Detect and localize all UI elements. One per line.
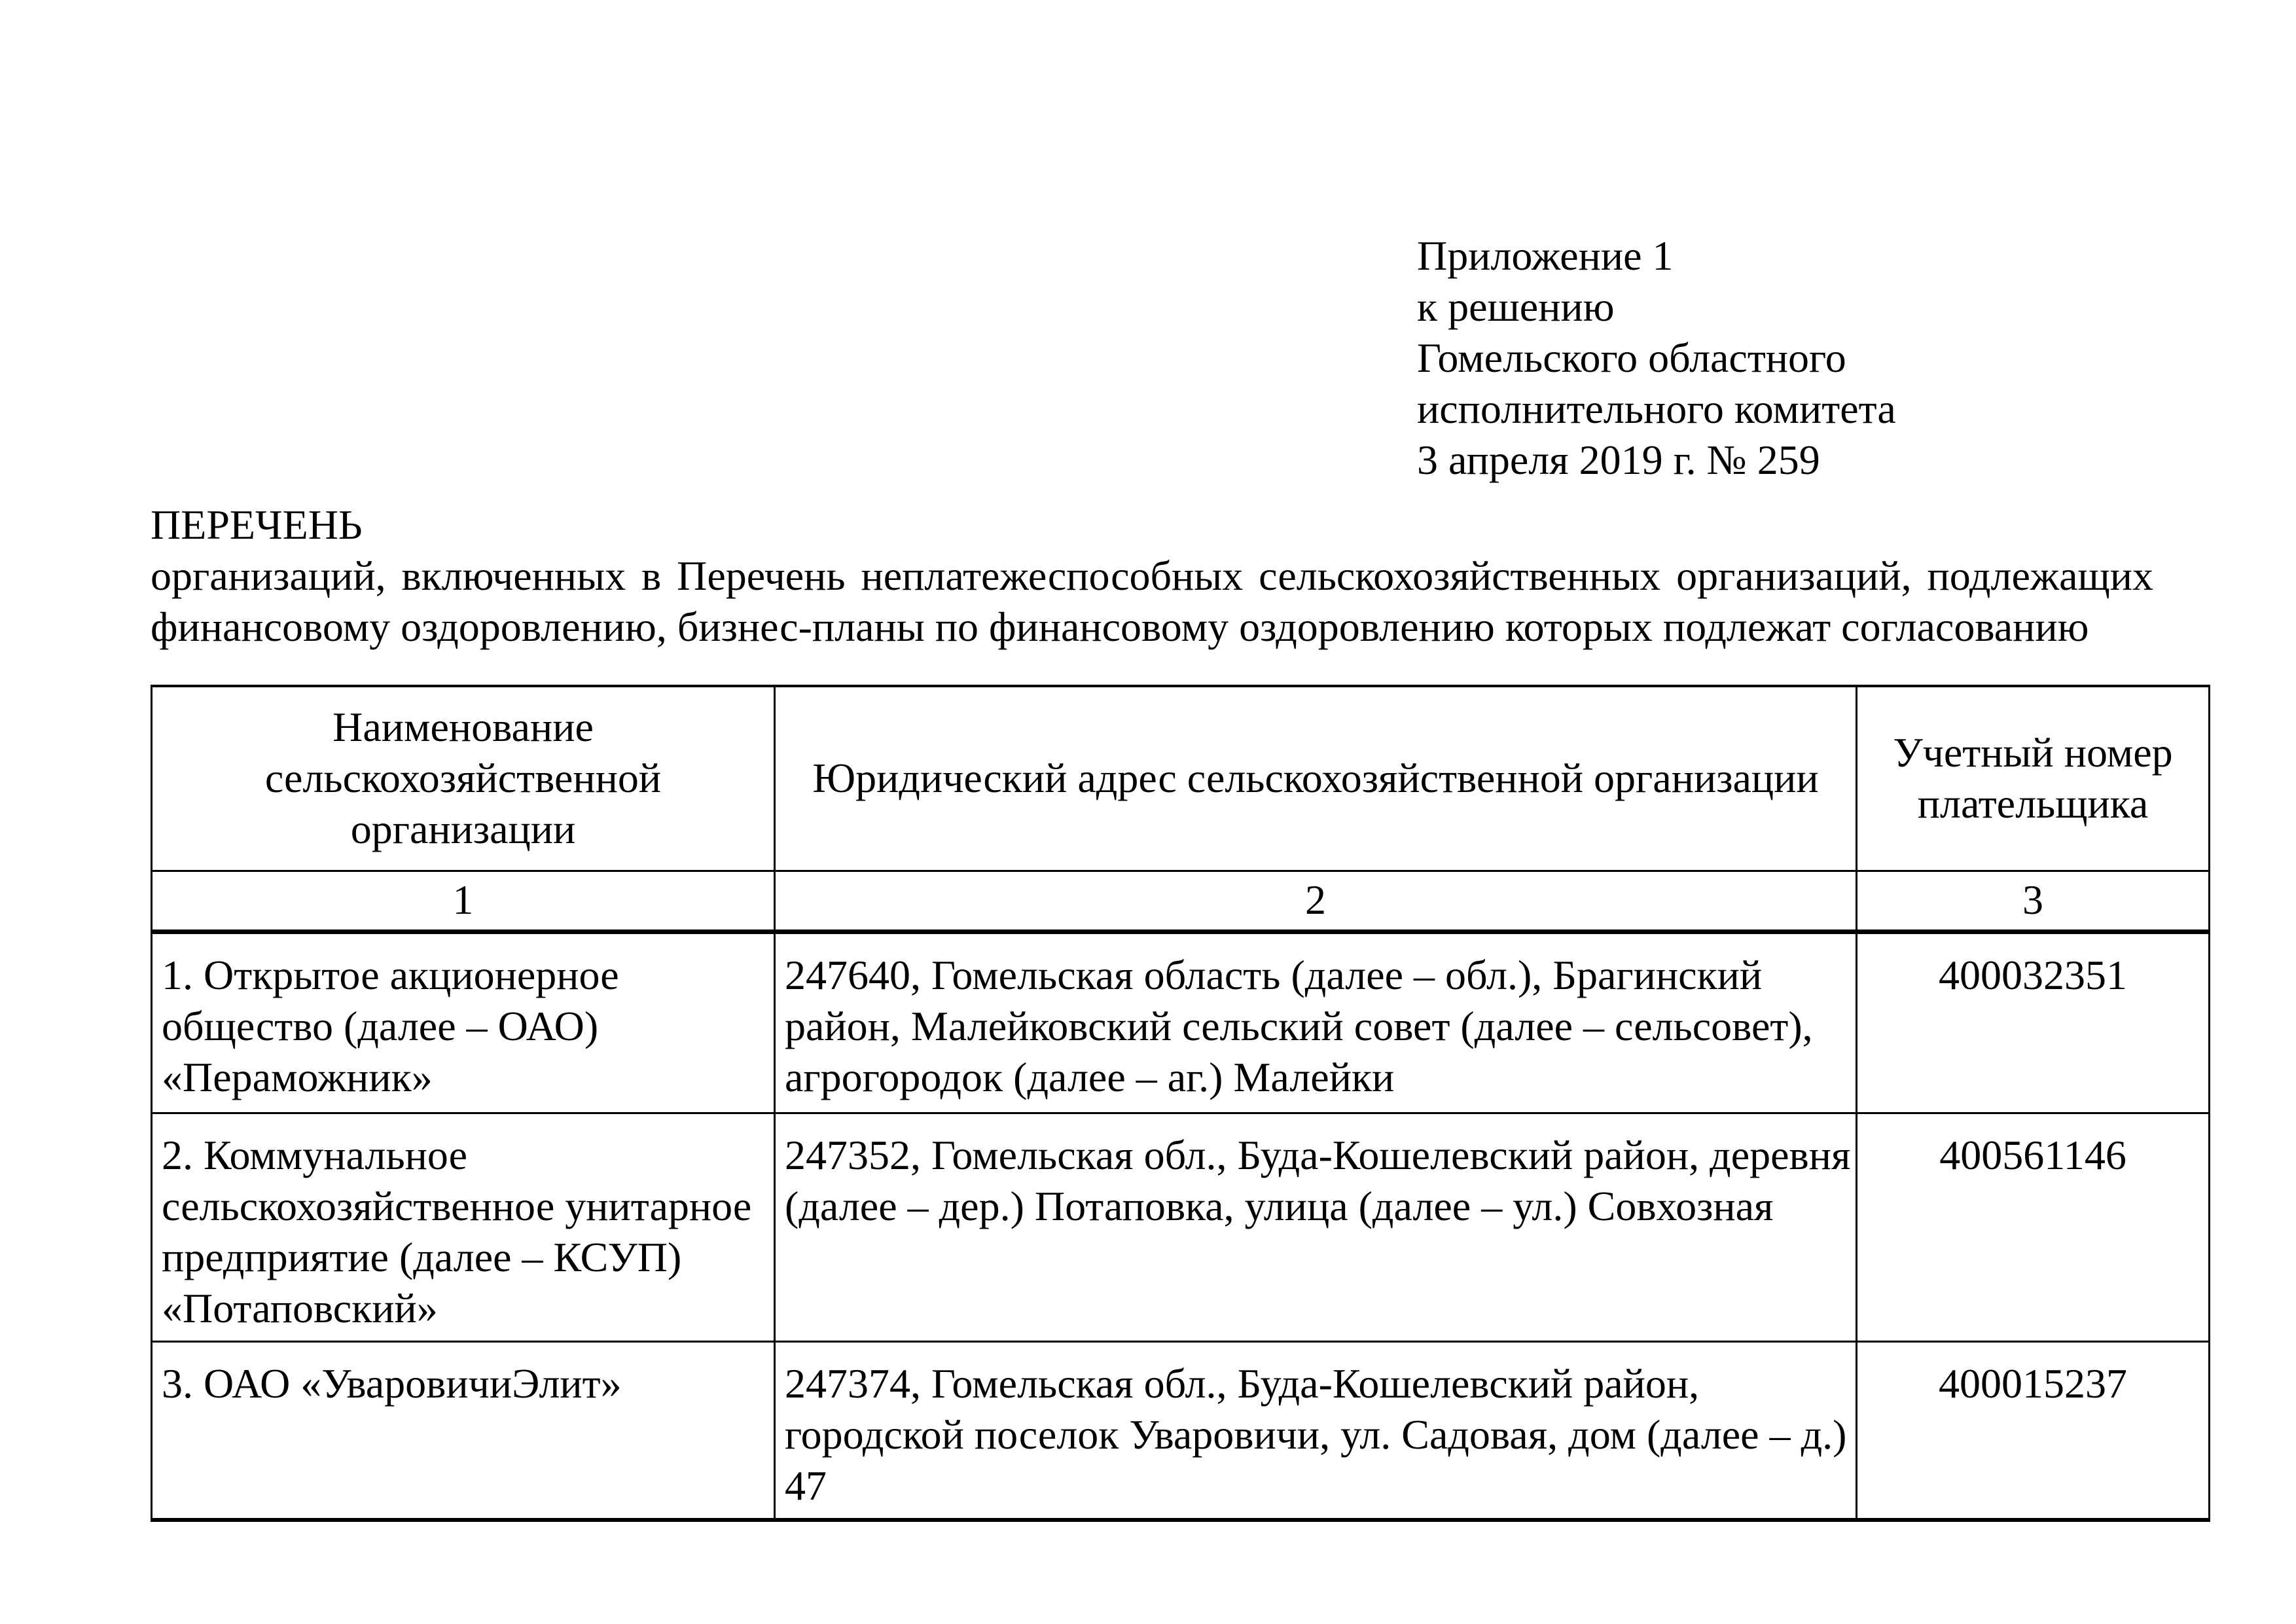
payer-number-cell: 400032351 <box>1857 931 2210 1113</box>
organizations-table-wrap <box>151 685 2210 1522</box>
column-header-name-label: Наименование сельскохозяйственной организации <box>264 704 662 853</box>
document-title-block <box>151 499 2153 653</box>
annex-line: Приложение 1 <box>1417 232 1674 279</box>
org-address-cell: 247352, Гомельская обл., Буда-Кошелевский район, деревня (далее – дер.) Потаповка, улица (далее – ул.) Совхозная <box>775 1113 1857 1341</box>
org-name-cell: 3. ОАО «УваровичиЭлит» <box>152 1341 775 1520</box>
annex-line: исполнительного комитета <box>1417 386 1896 432</box>
org-name-cell: 1. Открытое акционерное общество (далее – ОАО) «Пераможник» <box>152 931 775 1113</box>
annex-line: к решению <box>1417 283 1615 330</box>
column-number-1: 1 <box>152 871 775 931</box>
list-description: организаций, включенных в Перечень неплатежеспособных сельскохозяйственных организаций, подлежащих финансовому оздоровлению, бизнес-планы по финансовому оздоровлению которых подлежат согласованию <box>151 552 2153 650</box>
column-header-payer-number <box>1857 686 2210 871</box>
column-header-address <box>775 686 1857 871</box>
payer-number-cell: 400015237 <box>1857 1341 2210 1520</box>
table-header-row <box>152 686 2210 871</box>
annex-line: 3 апреля 2019 г. № 259 <box>1417 437 1820 483</box>
column-number-3: 3 <box>1857 871 2210 931</box>
column-number-2: 2 <box>775 871 1857 931</box>
organizations-table <box>151 685 2210 1522</box>
column-header-name <box>152 686 775 871</box>
payer-number-cell: 400561146 <box>1857 1113 2210 1341</box>
list-heading: ПЕРЕЧЕНЬ <box>151 501 363 548</box>
table-row <box>152 1113 2210 1341</box>
org-address-cell: 247640, Гомельская область (далее – обл.), Брагинский район, Малейковский сельский совет (далее – сельсовет), агрогородок (далее – аг.) Малейки <box>775 931 1857 1113</box>
annex-reference-block <box>1417 230 1896 486</box>
column-header-payer-number-label: Учетный номер плательщика <box>1893 729 2173 827</box>
annex-line: Гомельского областного <box>1417 334 1846 381</box>
table-row <box>152 1341 2210 1520</box>
column-numbers-row <box>152 871 2210 931</box>
table-row <box>152 931 2210 1113</box>
org-name-cell: 2. Коммунальное сельскохозяйственное унитарное предприятие (далее – КСУП) «Потаповский» <box>152 1113 775 1341</box>
column-header-address-label: Юридический адрес сельскохозяйственной организации <box>812 755 1819 802</box>
org-address-cell: 247374, Гомельская обл., Буда-Кошелевский район, городской поселок Уваровичи, ул. Садовая, дом (далее – д.) 47 <box>775 1341 1857 1520</box>
